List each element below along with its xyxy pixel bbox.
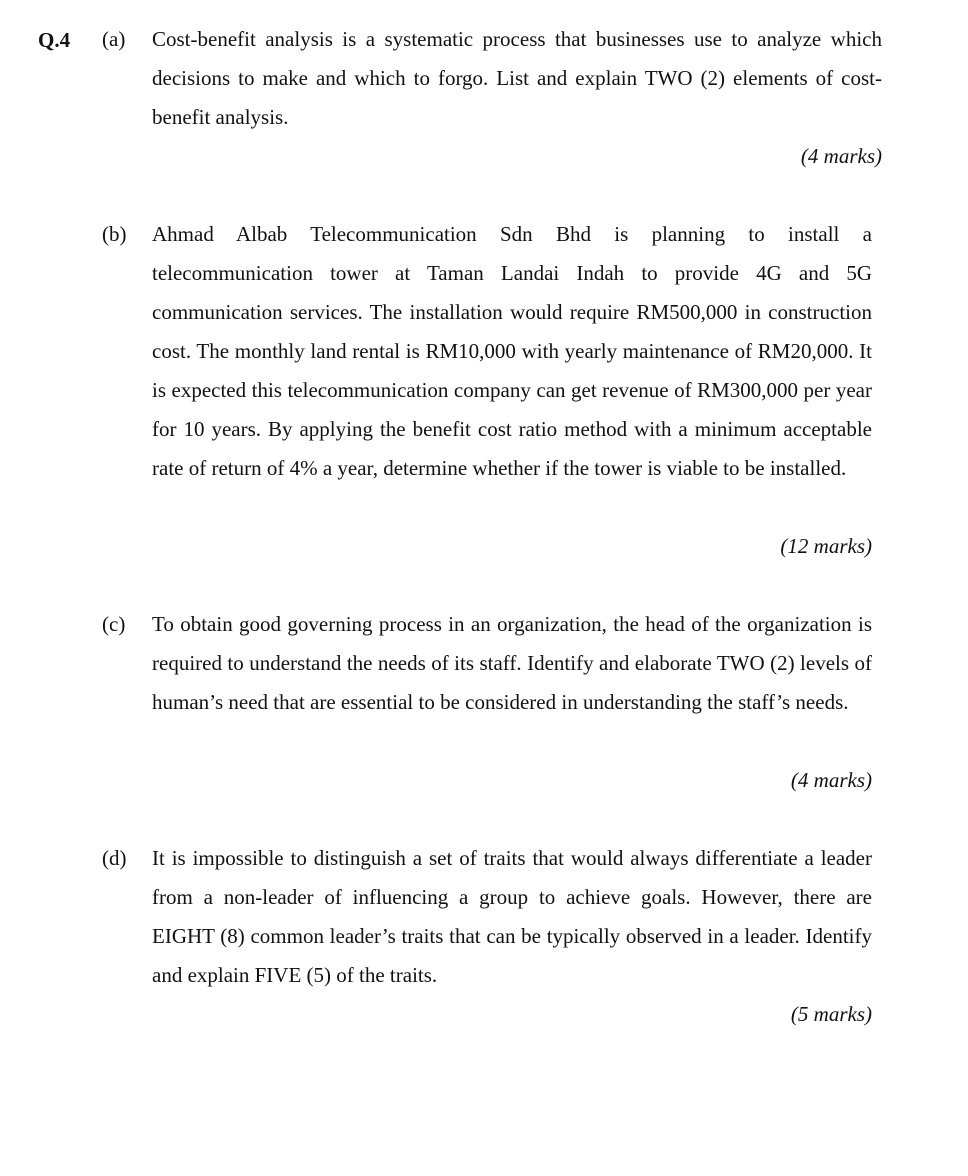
question-part-d: [102, 839, 882, 999]
part-b-marks: (12 marks): [780, 534, 872, 558]
question-part-c: [102, 605, 882, 765]
question-part-a: [102, 20, 882, 140]
part-d-label: (d): [102, 846, 127, 870]
question-part-b: [102, 215, 882, 530]
part-d-marks: (5 marks): [790, 1002, 872, 1026]
part-a-marks: (4 marks): [800, 144, 882, 168]
part-a-label: (a): [102, 27, 126, 51]
part-c-text: To obtain good governing process in an organization, the head of the organization is required to understand the needs of its staff. Identify and elaborate TWO (2) levels of human’s need that are essential to be considered in understanding the staff’s needs.: [152, 612, 872, 714]
part-c-label: (c): [102, 612, 126, 636]
part-c-marks: (4 marks): [790, 768, 872, 792]
part-a-text: Cost-benefit analysis is a systematic process that businesses use to analyze which decisions to make and which to forgo. List and explain TWO (2) elements of cost-benefit analysis.: [152, 27, 882, 129]
question-number: Q.4: [38, 28, 71, 52]
part-b-text: Ahmad Albab Telecommunication Sdn Bhd is planning to install a telecommunication tower at Taman Landai Indah to provide 4G and 5G communication services. The installation would require RM500,000 in construction cost. The monthly land rental is RM10,000 with yearly maintenance of RM20,000. It is expected this telecommunication company can get revenue of RM300,000 per year for 10 years. By applying the benefit cost ratio method with a minimum acceptable rate of return of 4% a year, determine whether if the tower is viable to be installed.: [152, 222, 872, 480]
part-d-text: It is impossible to distinguish a set of traits that would always differentiate a leader from a non-leader of influencing a group to achieve goals. However, there are EIGHT (8) common leader’s traits that can be typically observed in a leader. Identify and explain FIVE (5) of the traits.: [152, 846, 872, 987]
part-b-label: (b): [102, 222, 127, 246]
